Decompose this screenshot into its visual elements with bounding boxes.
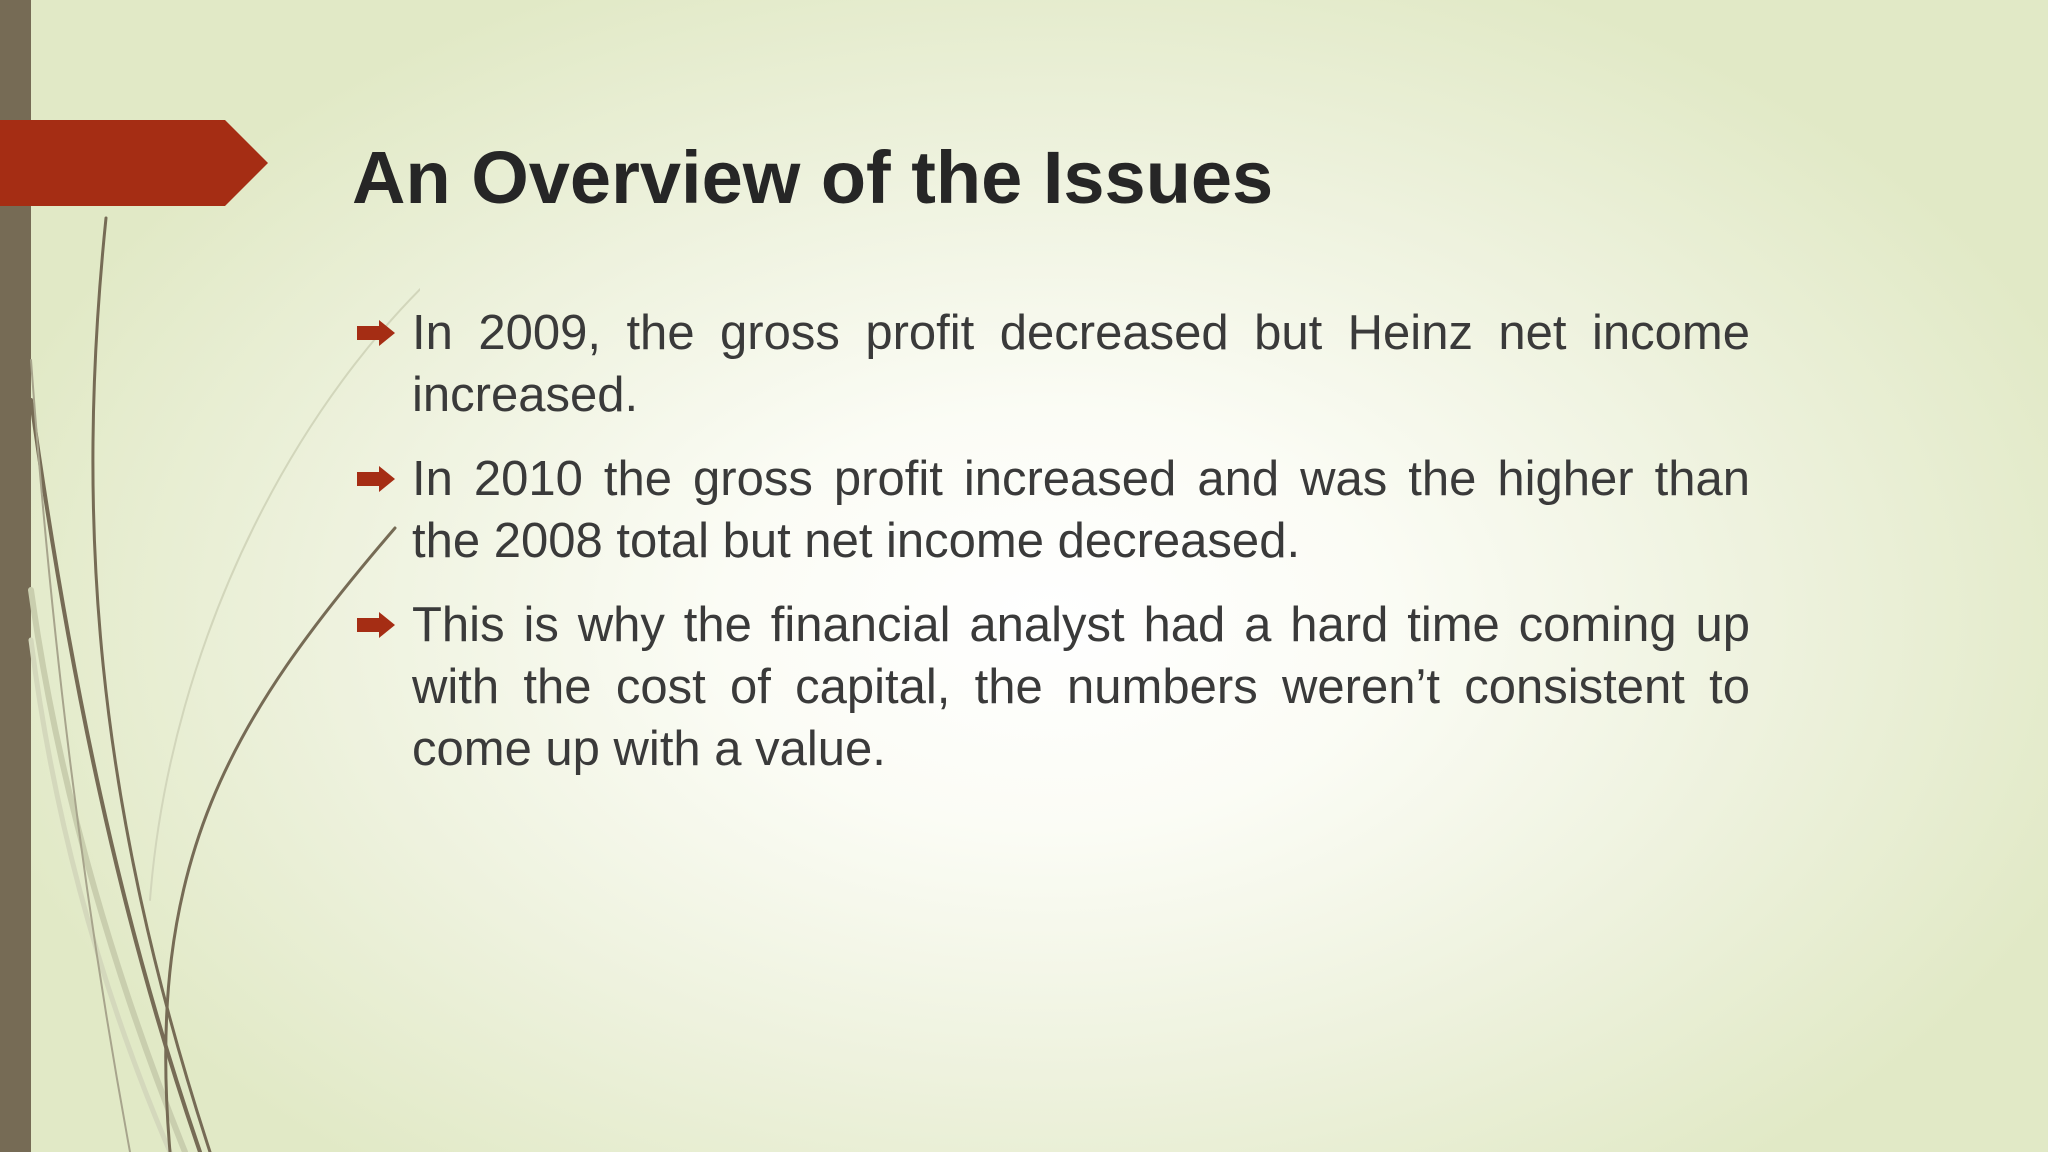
bullet-list: [352, 302, 1750, 802]
bullet-text: In 2009, the gross profit decreased but Heinz net income increased.: [412, 306, 1750, 422]
title-accent-tab: [0, 120, 272, 206]
bullet-item: [352, 302, 1750, 426]
bullet-item: [352, 594, 1750, 780]
bullet-item: [352, 448, 1750, 572]
arrow-right-icon: [357, 612, 395, 638]
arrow-right-icon: [357, 320, 395, 346]
arrow-right-icon: [357, 466, 395, 492]
slide-title: An Overview of the Issues: [352, 136, 1274, 219]
bullet-text: In 2010 the gross profit increased and was the higher than the 2008 total but net income decreased.: [412, 452, 1750, 568]
bullet-text: This is why the financial analyst had a hard time coming up with the cost of capital, the numbers weren’t consistent to come up with a value.: [412, 598, 1750, 776]
